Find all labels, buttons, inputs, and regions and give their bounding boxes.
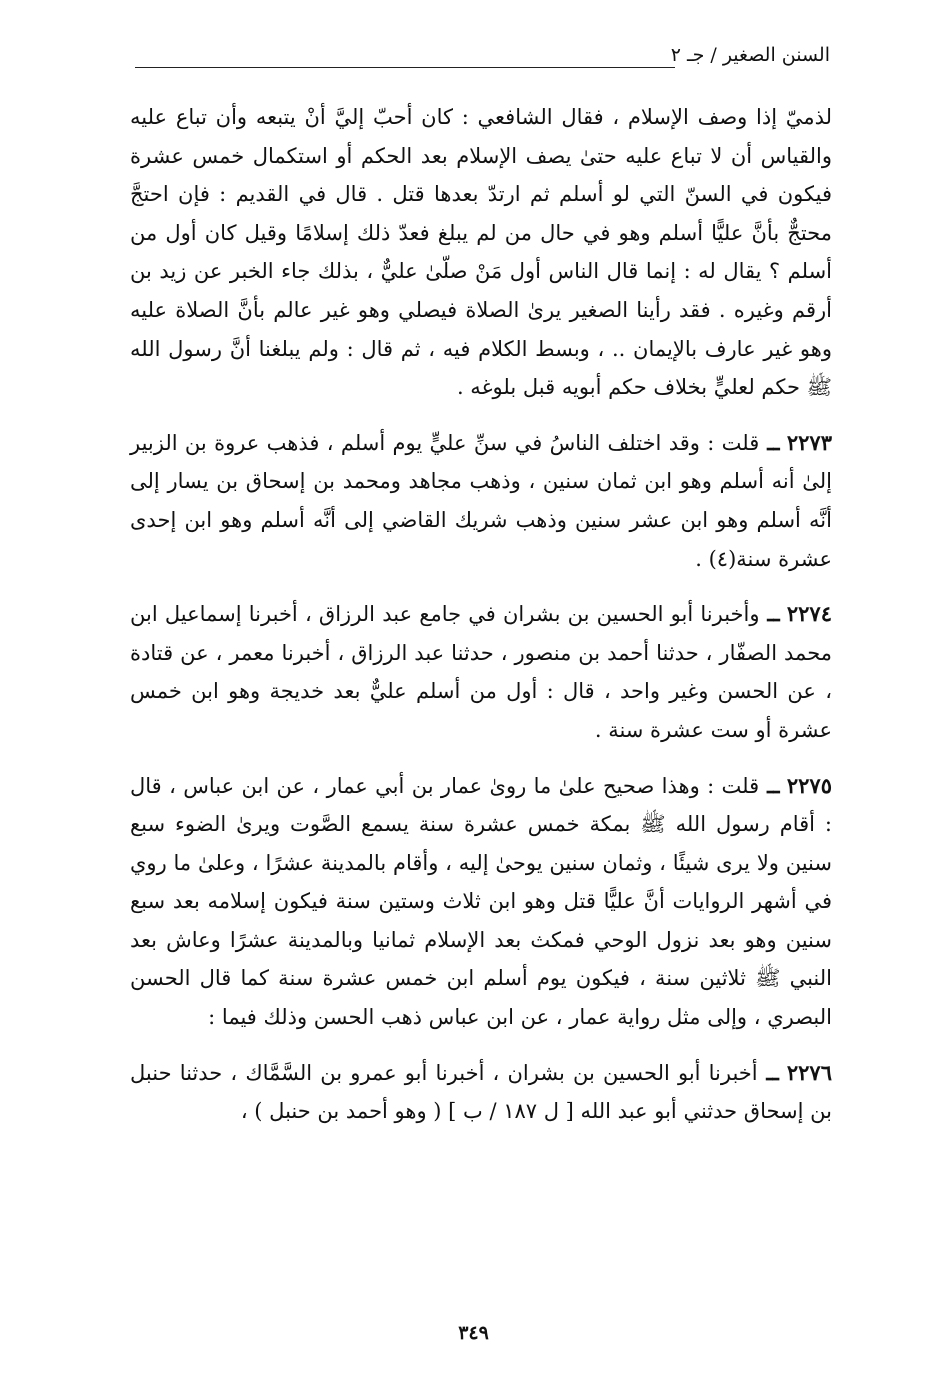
page-number: ٣٤٩ xyxy=(458,1322,489,1344)
running-header xyxy=(135,44,830,74)
number-dash: ــ xyxy=(759,772,780,798)
hadith-2276 xyxy=(130,1054,832,1131)
hadith-number: ٢٢٧٣ xyxy=(786,429,832,455)
paragraph-text: قلت : وقد اختلف الناسُ في سنِّ عليٍّ يوم أسلم ، فذهب عروة بن الزبير إلىٰ أنه أسلم وهو ابن ثمان سنين ، وذهب مجاهد ومحمد بن إسحاق بن يسار إلى أنَّه أسلم وهو ابن عشر سنين وذهب شريك القاضي إلى أنَّه أسلم وهو ابن إحدى عشرة سنة xyxy=(130,430,832,571)
hadith-number: ٢٢٧٦ xyxy=(786,1059,832,1085)
footnote-marker: (٤) xyxy=(708,546,737,571)
hadith-2275 xyxy=(130,767,832,1037)
number-dash: ــ xyxy=(759,429,780,455)
header-rule xyxy=(135,67,675,68)
paragraph-end: . xyxy=(695,546,709,571)
hadith-number: ٢٢٧٤ xyxy=(786,601,832,627)
hadith-number: ٢٢٧٥ xyxy=(786,772,832,798)
number-dash: ــ xyxy=(757,1059,779,1085)
paragraph-continuation xyxy=(130,98,832,407)
paragraph-text: أخبرنا أبو الحسين بن بشران ، أخبرنا أبو عمرو بن السَّمَّاك ، حدثنا حنبل بن إسحاق حدثني أبو عبد الله [ ل ١٨٧ / ب ] ( وهو أحمد بن حنبل ) ، xyxy=(130,1060,832,1124)
page-body xyxy=(130,98,832,1131)
paragraph-text: وأخبرنا أبو الحسين بن بشران في جامع عبد الرزاق ، أخبرنا إسماعيل ابن محمد الصفّار ، حدثنا أحمد بن منصور ، حدثنا عبد الرزاق ، أخبرنا معمر ، عن قتادة ، عن الحسن وغير واحد ، قال : أول من أسلم عليٌّ بعد خديجة وهو ابن خمس عشرة أو ست عشرة سنة . xyxy=(130,602,832,742)
paragraph-text: لذميّ إذا وصف الإسلام ، فقال الشافعي : كان أحبّ إليَّ أنْ يتبعه وأن تباع عليه والقياس أن لا تباع عليه حتىٰ يصف الإسلام بعد الحكم أو استكمال خمس عشرة فيكون في السنّ التي لو أسلم ثم ارتدّ بعدها قتل . قال في القديم : فإن احتجَّ محتجٌّ بأنَّ عليًّا أسلم وهو في حال من لم يبلغ فعدّ ذلك إسلامًا وقيل كان أول من أسلم ؟ يقال له : إنما قال الناس أول مَنْ صلّىٰ عليٌّ ، بذلك جاء الخبر عن زيد بن أرقم وغيره . فقد رأينا الصغير يرىٰ الصلاة فيصلي وهو غير عالم بأنَّ الصلاة عليه وهو غير عارف بالإيمان .. ، وبسط الكلام فيه ، ثم قال : ولم يبلغنا أنَّ رسول الله ﷺ حكم لعليٍّ بخلاف حكم أبويه قبل بلوغه . xyxy=(130,105,832,400)
number-dash: ــ xyxy=(759,601,780,627)
paragraph-text: قلت : وهذا صحيح علىٰ ما روىٰ عمار بن أبي عمار ، عن ابن عباس ، قال : أقام رسول الله ﷺ بمكة خمس عشرة سنة يسمع الصَّوت ويرىٰ الضوء سبع سنين ولا يرى شيئًا ، وثمان سنين يوحىٰ إليه ، وأقام بالمدينة عشرًا ، وعلىٰ ما روي في أشهر الروايات أنَّ عليًّا قتل وهو ابن ثلاث وستين سنة فيكون إسلامه بعد سبع سنين وهو بعد نزول الوحي فمكث بعد الإسلام ثمانيا وبالمدينة عشرًا وعاش بعد النبي ﷺ ثلاثين سنة ، فيكون يوم أسلم ابن خمس عشرة سنة كما قال الحسن البصري ، وإلى مثل رواية عمار ، عن ابن عباس ذهب الحسن وذلك فيما : xyxy=(130,773,832,1030)
hadith-2274 xyxy=(130,595,832,749)
running-header-title: السنن الصغير / جـ ٢ xyxy=(670,44,830,66)
hadith-2273 xyxy=(130,424,832,578)
page-footer xyxy=(0,1322,947,1344)
